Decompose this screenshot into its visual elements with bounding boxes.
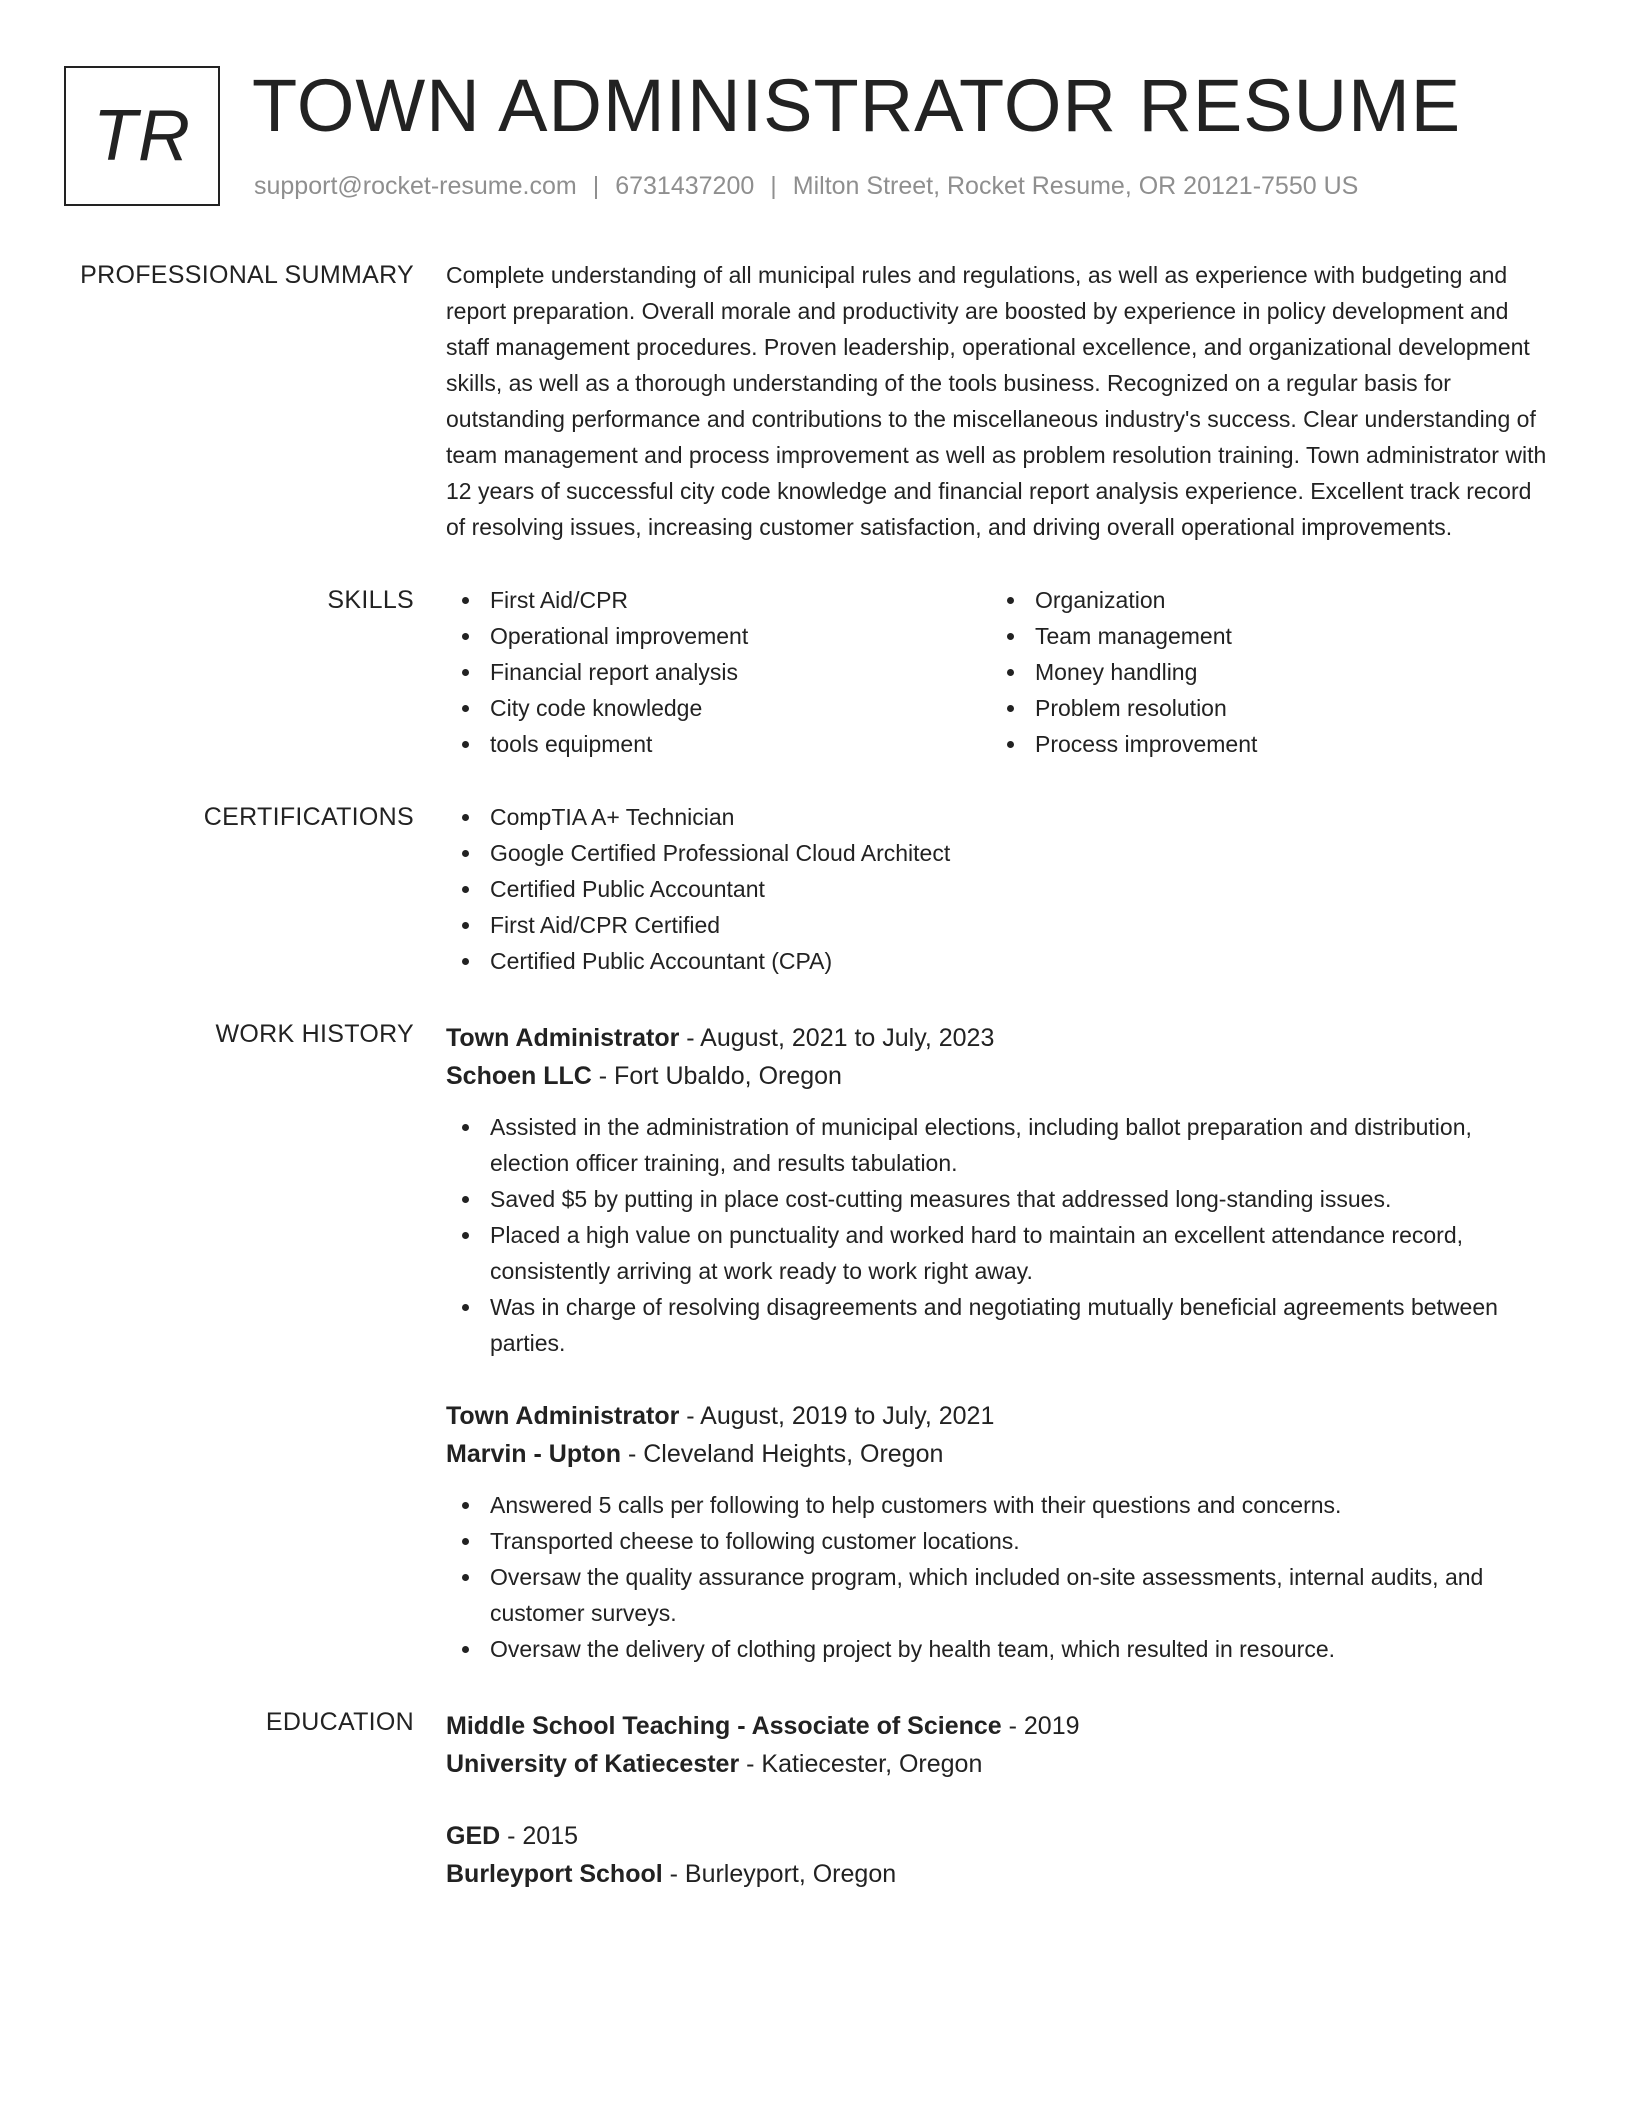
education-school-line xyxy=(446,1855,1556,1893)
list-item: CompTIA A+ Technician xyxy=(446,799,1556,835)
education-degree-line xyxy=(446,1707,1556,1745)
list-item: Certified Public Accountant xyxy=(446,871,1556,907)
resume-content xyxy=(64,260,1568,1933)
contact-line xyxy=(254,172,1358,201)
list-item: Google Certified Professional Cloud Architect xyxy=(446,835,1556,871)
job-entry xyxy=(446,1019,1556,1361)
contact-email[interactable]: support@rocket-resume.com xyxy=(254,172,577,200)
section-label: EDUCATION xyxy=(265,1708,414,1736)
job-title: Town Administrator xyxy=(446,1024,680,1052)
list-item: Financial report analysis xyxy=(446,654,991,690)
skills-grid xyxy=(446,582,1556,762)
section-body xyxy=(446,1707,1556,1893)
job-duties-list xyxy=(446,1109,1556,1361)
list-item: Saved $5 by putting in place cost-cutting measures that addressed long-standing issues. xyxy=(446,1181,1556,1217)
contact-separator: | xyxy=(770,172,777,200)
list-item: Organization xyxy=(991,582,1536,618)
list-item: Was in charge of resolving disagreements and negotiating mutually beneficial agreements between parties. xyxy=(446,1289,1556,1361)
job-dates: - August, 2019 to July, 2021 xyxy=(679,1402,995,1430)
education-school: Burleyport School xyxy=(446,1860,663,1888)
education-location: - Burleyport, Oregon xyxy=(662,1860,897,1888)
page-title: TOWN ADMINISTRATOR RESUME xyxy=(252,64,1462,147)
education-entry xyxy=(446,1707,1556,1783)
list-item: Certified Public Accountant (CPA) xyxy=(446,943,1556,979)
section-label: PROFESSIONAL SUMMARY xyxy=(80,261,414,289)
summary-text: Complete understanding of all municipal rules and regulations, as well as experience with budgeting and report preparation. Overall morale and productivity are boosted by experience in policy development and staff management procedures. Proven leadership, operational excellence, and organizational development skills, as well as a thorough understanding of the tools business. Recognized on a regular basis for outstanding performance and contributions to the miscellaneous industry's success. Clear understanding of team management and process improvement as well as problem resolution training. Town administrator with 12 years of successful city code knowledge and financial report analysis experience. Excellent track record of resolving issues, increasing customer satisfaction, and driving overall operational improvements. xyxy=(446,262,1547,540)
section-professional-summary xyxy=(64,260,1568,545)
job-company: Schoen LLC xyxy=(446,1062,592,1090)
list-item: First Aid/CPR xyxy=(446,582,991,618)
education-entry xyxy=(446,1817,1556,1893)
list-item: Team management xyxy=(991,618,1536,654)
list-item: Problem resolution xyxy=(991,690,1536,726)
section-certifications xyxy=(64,802,1568,979)
job-title: Town Administrator xyxy=(446,1402,680,1430)
section-body xyxy=(446,585,1556,762)
list-item: Transported cheese to following customer locations. xyxy=(446,1523,1556,1559)
job-company-line xyxy=(446,1435,1556,1473)
education-year: - 2015 xyxy=(500,1822,579,1850)
list-item: Assisted in the administration of municipal elections, including ballot preparation and distribution, election officer training, and results tabulation. xyxy=(446,1109,1556,1181)
job-company: Marvin - Upton xyxy=(446,1440,621,1468)
section-body xyxy=(446,1019,1556,1667)
section-body xyxy=(446,260,1556,545)
certifications-list xyxy=(446,799,1556,979)
list-item: tools equipment xyxy=(446,726,991,762)
list-item: Placed a high value on punctuality and worked hard to maintain an excellent attendance record, consistently arriving at work ready to work right away. xyxy=(446,1217,1556,1289)
education-degree: Middle School Teaching - Associate of Science xyxy=(446,1712,1002,1740)
section-label: SKILLS xyxy=(327,586,414,614)
section-body xyxy=(446,802,1556,979)
education-degree: GED xyxy=(446,1822,501,1850)
job-dates: - August, 2021 to July, 2023 xyxy=(679,1024,995,1052)
list-item: Money handling xyxy=(991,654,1536,690)
job-title-line xyxy=(446,1019,1556,1057)
job-title-line xyxy=(446,1397,1556,1435)
contact-separator: | xyxy=(592,172,600,200)
monogram-logo xyxy=(64,66,220,206)
section-work-history xyxy=(64,1019,1568,1667)
list-item: Answered 5 calls per following to help customers with their questions and concerns. xyxy=(446,1487,1556,1523)
list-item: Operational improvement xyxy=(446,618,991,654)
job-location: - Fort Ubaldo, Oregon xyxy=(591,1062,842,1090)
job-location: - Cleveland Heights, Oregon xyxy=(621,1440,944,1468)
monogram-initials: TR xyxy=(93,96,191,176)
education-year: - 2019 xyxy=(1001,1712,1080,1740)
resume-header xyxy=(64,66,1568,216)
section-label: CERTIFICATIONS xyxy=(203,803,414,831)
list-item: City code knowledge xyxy=(446,690,991,726)
section-skills xyxy=(64,585,1568,762)
list-item: Oversaw the delivery of clothing project by health team, which resulted in resource. xyxy=(446,1631,1556,1667)
skills-list-right xyxy=(991,582,1536,762)
job-entry xyxy=(446,1397,1556,1667)
education-school-line xyxy=(446,1745,1556,1783)
education-school: University of Katiecester xyxy=(446,1750,740,1778)
list-item: First Aid/CPR Certified xyxy=(446,907,1556,943)
contact-phone[interactable]: 6731437200 xyxy=(615,172,755,200)
list-item: Process improvement xyxy=(991,726,1536,762)
contact-address: Milton Street, Rocket Resume, OR 20121-7550 US xyxy=(792,172,1359,200)
list-item: Oversaw the quality assurance program, which included on-site assessments, internal audits, and customer surveys. xyxy=(446,1559,1556,1631)
section-education xyxy=(64,1707,1568,1893)
education-degree-line xyxy=(446,1817,1556,1855)
skills-list-left xyxy=(446,582,991,762)
job-duties-list xyxy=(446,1487,1556,1667)
section-label: WORK HISTORY xyxy=(215,1020,414,1048)
education-location: - Katiecester, Oregon xyxy=(739,1750,983,1778)
job-company-line xyxy=(446,1057,1556,1095)
